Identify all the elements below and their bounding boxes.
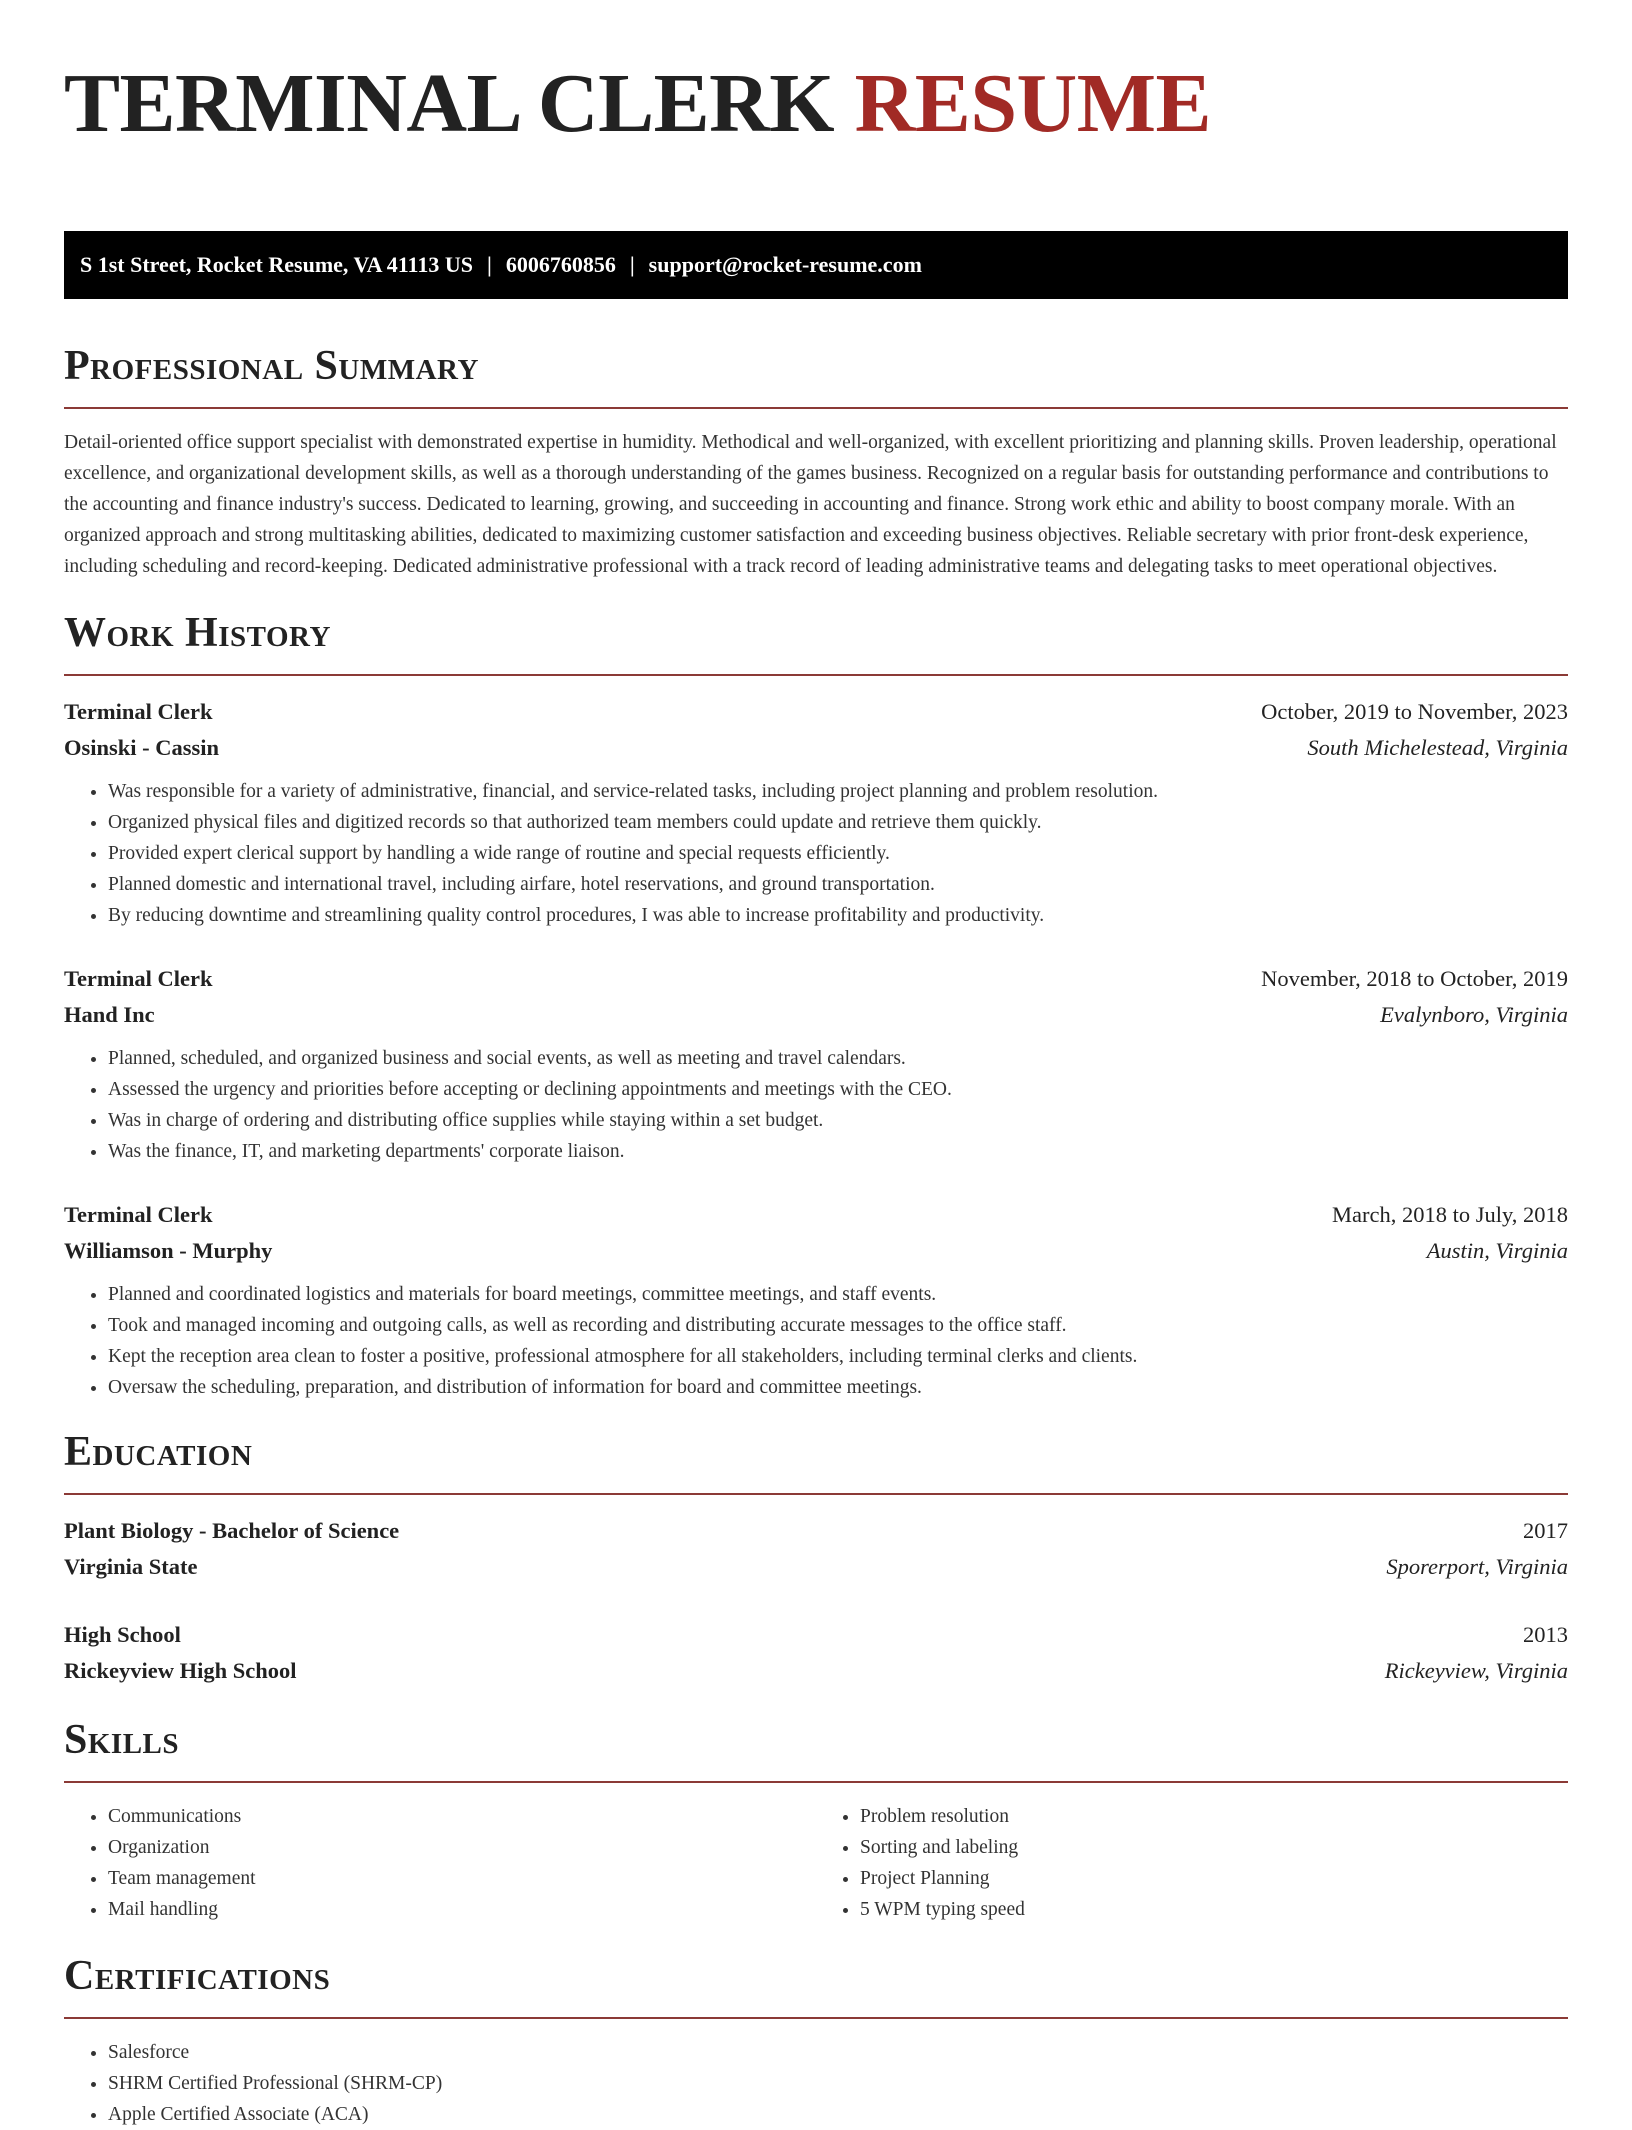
job-entry: [64, 1197, 1568, 1403]
section-divider: [64, 407, 1568, 409]
job-bullet: • Planned and coordinated logistics and materials for board meetings, committee meetings, and staff events.: [108, 1279, 1568, 1310]
job-bullets: [64, 1043, 1568, 1167]
certification-item: • SHRM Certified Professional (SHRM-CP): [108, 2068, 1568, 2099]
job-bullet: • Took and managed incoming and outgoing calls, as well as recording and distributing accurate messages to the office staff.: [108, 1310, 1568, 1341]
job-header: [64, 694, 1568, 730]
education-entry: [64, 1513, 1568, 1585]
certifications-section: [64, 1951, 1568, 2130]
job-company: Osinski - Cassin: [64, 735, 220, 760]
education-location: Sporerport, Virginia: [1386, 1554, 1568, 1579]
skills-section: [64, 1715, 1568, 1925]
contact-phone[interactable]: 6006760856: [505, 252, 616, 277]
job-entry: [64, 961, 1568, 1167]
job-location: Evalynboro, Virginia: [1380, 1002, 1568, 1027]
job-company-row: [64, 997, 1568, 1033]
contact-email[interactable]: support@rocket-resume.com: [648, 252, 922, 277]
certification-item: • Apple Certified Associate (ACA): [108, 2099, 1568, 2130]
job-title: Terminal Clerk: [64, 966, 213, 991]
education-degree: High School: [64, 1622, 181, 1647]
education-school: Rickeyview High School: [64, 1658, 297, 1683]
education-header: [64, 1617, 1568, 1653]
skills-columns: [64, 1801, 1568, 1925]
contact-separator: |: [486, 252, 492, 277]
skill-item: • 5 WPM typing speed: [860, 1894, 1568, 1925]
job-bullet: • Assessed the urgency and priorities before accepting or declining appointments and meetings with the CEO.: [108, 1074, 1568, 1105]
job-bullet: • Planned, scheduled, and organized business and social events, as well as meeting and travel calendars.: [108, 1043, 1568, 1074]
contact-address: S 1st Street, Rocket Resume, VA 41113 US: [80, 252, 473, 277]
job-title: Terminal Clerk: [64, 1202, 213, 1227]
job-header: [64, 1197, 1568, 1233]
job-dates: November, 2018 to October, 2019: [1261, 966, 1568, 991]
education-year: 2013: [1523, 1622, 1568, 1647]
education-degree: Plant Biology - Bachelor of Science: [64, 1518, 400, 1543]
title-accent: RESUME: [854, 57, 1212, 150]
education-section: [64, 1427, 1568, 1689]
certification-item: • Salesforce: [108, 2037, 1568, 2068]
job-bullet: • By reducing downtime and streamlining quality control procedures, I was able to increase profitability and productivity.: [108, 900, 1568, 931]
skills-list-left: [64, 1801, 816, 1925]
job-company: Williamson - Murphy: [64, 1238, 273, 1263]
work-history-section: [64, 608, 1568, 1403]
title-main: TERMINAL CLERK: [64, 57, 835, 150]
skills-list-right: [816, 1801, 1568, 1925]
skill-item: • Communications: [108, 1801, 816, 1832]
job-company: Hand Inc: [64, 1002, 155, 1027]
skill-item: • Organization: [108, 1832, 816, 1863]
job-bullet: • Was the finance, IT, and marketing departments' corporate liaison.: [108, 1136, 1568, 1167]
education-year: 2017: [1523, 1518, 1568, 1543]
job-title: Terminal Clerk: [64, 699, 213, 724]
job-bullet: • Kept the reception area clean to foster a positive, professional atmosphere for all stakeholders, including terminal clerks and clients.: [108, 1341, 1568, 1372]
job-bullet: • Planned domestic and international travel, including airfare, hotel reservations, and ground transportation.: [108, 869, 1568, 900]
job-bullet: • Was responsible for a variety of administrative, financial, and service-related tasks, including project planning and problem resolution.: [108, 776, 1568, 807]
job-bullets: [64, 776, 1568, 931]
job-dates: October, 2019 to November, 2023: [1261, 699, 1568, 724]
certifications-list: [64, 2037, 1568, 2130]
job-bullet: • Oversaw the scheduling, preparation, and distribution of information for board and committee meetings.: [108, 1372, 1568, 1403]
skill-item: • Team management: [108, 1863, 816, 1894]
job-company-row: [64, 1233, 1568, 1269]
education-entry: [64, 1617, 1568, 1689]
job-bullet: • Organized physical files and digitized records so that authorized team members could update and retrieve them quickly.: [108, 807, 1568, 838]
education-header: [64, 1513, 1568, 1549]
section-heading: Skills: [64, 1717, 180, 1763]
job-location: Austin, Virginia: [1426, 1238, 1568, 1263]
contact-separator: |: [629, 252, 635, 277]
education-school-row: [64, 1653, 1568, 1689]
job-bullet: • Provided expert clerical support by handling a wide range of routine and special requests efficiently.: [108, 838, 1568, 869]
section-heading: Certifications: [64, 1953, 331, 1999]
job-location: South Michelestead, Virginia: [1307, 735, 1568, 760]
section-divider: [64, 2017, 1568, 2019]
job-dates: March, 2018 to July, 2018: [1331, 1202, 1568, 1227]
section-divider: [64, 674, 1568, 676]
skill-item: • Mail handling: [108, 1894, 816, 1925]
job-entry: [64, 694, 1568, 931]
skill-item: • Project Planning: [860, 1863, 1568, 1894]
education-school: Virginia State: [64, 1554, 198, 1579]
job-header: [64, 961, 1568, 997]
education-school-row: [64, 1549, 1568, 1585]
section-heading: Education: [64, 1429, 253, 1475]
job-bullets: [64, 1279, 1568, 1403]
summary-text: Detail-oriented office support specialist with demonstrated expertise in humidity. Methodical and well-organized, with excellent prioritizing and planning skills. Proven leadership, operational excellence, and organizational development skills, as well as a thorough understanding of the games business. Recognized on a regular basis for outstanding performance and contributions to the accounting and finance industry's success. Dedicated to learning, growing, and succeeding in accounting and finance. Strong work ethic and ability to boost company morale. With an organized approach and strong multitasking abilities, dedicated to maximizing customer satisfaction and exceeding business objectives. Reliable secretary with prior front-desk experience, including scheduling and record-keeping. Dedicated administrative professional with a track record of leading administrative teams and delegating tasks to meet operational objectives.: [64, 432, 1557, 577]
contact-bar: [64, 231, 1568, 299]
education-location: Rickeyview, Virginia: [1384, 1658, 1568, 1683]
section-heading: Professional Summary: [64, 343, 479, 389]
resume-title: [64, 0, 1568, 176]
section-heading: Work History: [64, 610, 331, 656]
section-divider: [64, 1781, 1568, 1783]
skill-item: • Problem resolution: [860, 1801, 1568, 1832]
skill-item: • Sorting and labeling: [860, 1832, 1568, 1863]
summary-section: [64, 341, 1568, 582]
section-divider: [64, 1493, 1568, 1495]
job-company-row: [64, 730, 1568, 766]
job-bullet: • Was in charge of ordering and distributing office supplies while staying within a set budget.: [108, 1105, 1568, 1136]
